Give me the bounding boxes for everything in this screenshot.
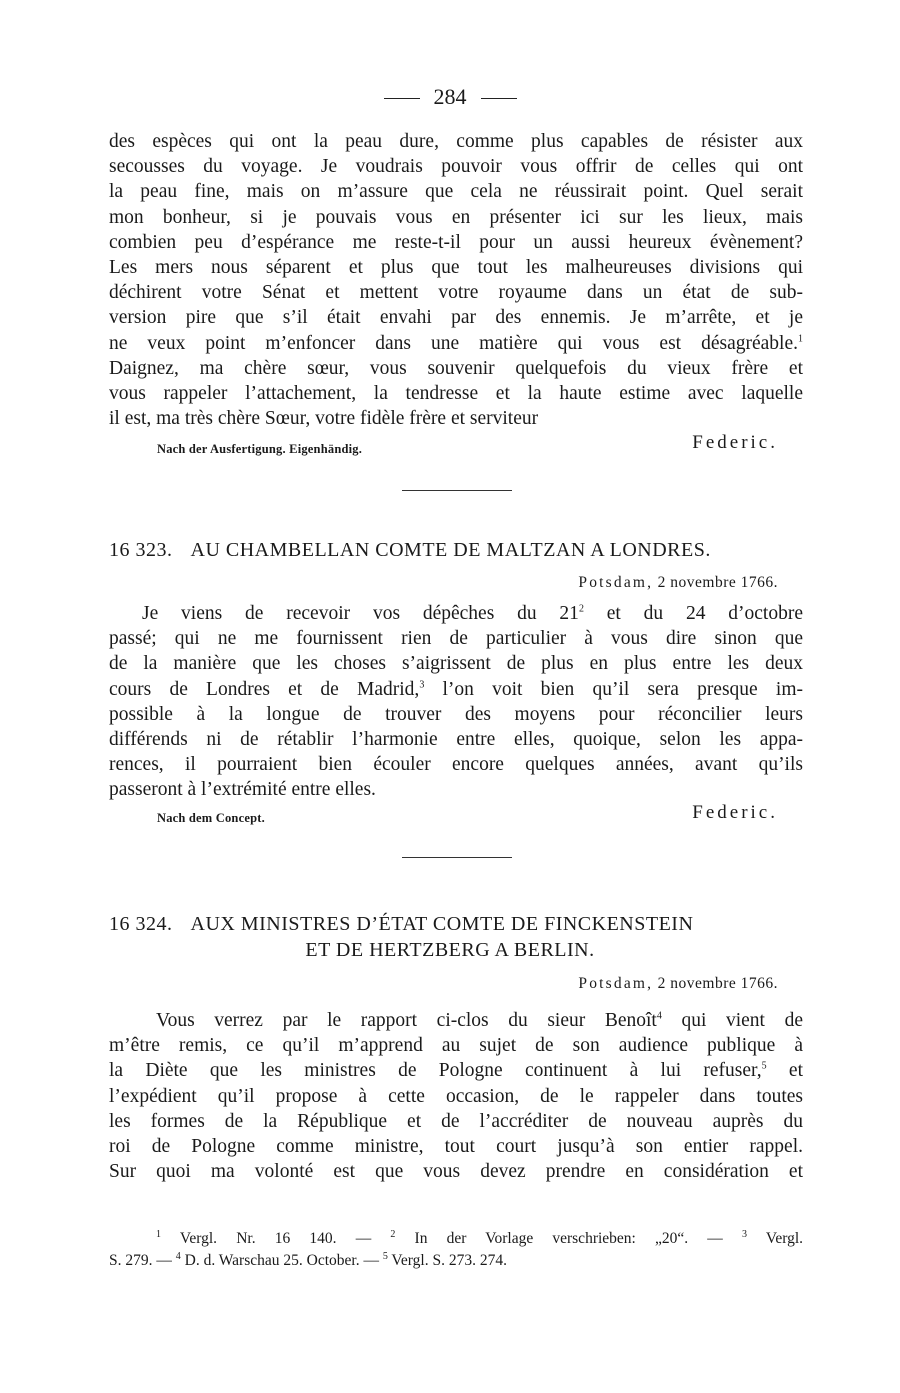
footnote-mark: 5 [382, 1250, 388, 1262]
text-line [109, 601, 803, 626]
text-line: vous rappeler l’attachement, la tendresse et la haute estime avec laquelle [109, 383, 803, 405]
text-segment: et du 24 d’octobre [583, 603, 803, 624]
footnote-text: D. d. Warschau 25. October. — [180, 1252, 379, 1269]
text-line: Daignez, ma chère sœur, vous souvenir quelquefois du vieux frère et [109, 357, 803, 379]
text-line: passeront à l’extrémité entre elles. [109, 779, 376, 801]
text-line: de la manière que les choses s’aigrissent de plus en plus entre les deux [109, 653, 803, 675]
footnote-mark: 4 [175, 1250, 181, 1262]
footnote-ref: 2 [578, 603, 584, 615]
signature: Federic. [692, 802, 778, 823]
letter-heading [109, 537, 803, 563]
text-line: l’expédient qu’il propose à cette occasion, de le rappeler dans toutes [109, 1085, 803, 1107]
text-segment: Vous verrez par le rapport ci-clos du sieur Benoît [156, 1010, 657, 1031]
text-segment: Je viens de recevoir vos dépêches du 21 [142, 603, 579, 624]
footnotes [109, 1228, 803, 1272]
signature: Federic. [692, 432, 778, 453]
text-segment: et [766, 1060, 804, 1082]
page-number-header [0, 84, 900, 110]
text-line: les formes de la République et de l’accréditer de nouveau auprès du [109, 1110, 803, 1132]
header-dash-left [384, 98, 420, 99]
footnote-ref: 1 [798, 333, 803, 345]
footnote-text: Vergl. [746, 1230, 804, 1247]
letter-number: 16 324. [109, 913, 173, 935]
letter-title: AU CHAMBELLAN COMTE DE MALTZAN A LONDRES. [190, 539, 711, 561]
text-line: Les mers nous séparent et plus que tout les malheureuses divisions qui [109, 257, 803, 279]
text-segment: ne veux point m’enfoncer dans une matière qui vous est désagréable. [109, 332, 798, 354]
section-divider [402, 857, 512, 858]
letter-3-body [109, 1008, 803, 1184]
text-line: Sur quoi ma volonté est que vous devez prendre en considération et [109, 1161, 803, 1183]
letter-number: 16 323. [109, 539, 173, 561]
text-line: rences, il pourraient bien écouler encore quelques années, avant qu’ils [109, 754, 803, 776]
dateline [500, 975, 778, 993]
footnote-line [109, 1250, 803, 1272]
text-segment: la Diète que les ministres de Pologne continuent à lui refuser, [109, 1060, 762, 1082]
letter-heading [109, 911, 803, 937]
text-segment: qui vient de [661, 1010, 803, 1031]
dateline [500, 574, 778, 592]
date-place: Potsdam, [578, 975, 654, 992]
text-line: déchirent votre Sénat et mettent votre royaume dans un état de sub- [109, 282, 803, 304]
footnote-ref: 5 [761, 1060, 767, 1072]
header-dash-right [481, 98, 517, 99]
text-line [109, 331, 803, 356]
source-note: Nach dem Concept. [157, 811, 265, 825]
footnote-text: Vergl. Nr. 16 140. — [161, 1230, 372, 1247]
footnote-mark: 1 [156, 1228, 161, 1240]
text-line: possible à la longue de trouver des moyens pour réconcilier leurs [109, 703, 803, 725]
text-line: différends ni de rétablir l’harmonie entre elles, quoique, selon les appa- [109, 729, 803, 751]
footnote-mark: 2 [390, 1228, 396, 1240]
text-line: la peau fine, mais on m’assure que cela ne réussirait point. Quel serait [109, 181, 803, 203]
section-divider [402, 490, 512, 491]
footnote-line [109, 1228, 803, 1250]
page-number: 284 [433, 84, 467, 109]
text-line: il est, ma très chère Sœur, votre fidèle frère et serviteur [109, 408, 539, 430]
text-line: version pire que s’il était envahi par des ennemis. Je m’arrête, et je [109, 307, 803, 329]
footnote-ref: 3 [419, 679, 425, 691]
text-line [109, 1058, 803, 1083]
text-segment: cours de Londres et de Madrid, [109, 678, 420, 700]
text-line: combien peu d’espérance me reste-t-il pour un aussi heureux évènement? [109, 231, 803, 253]
text-line: secousses du voyage. Je voudrais pouvoir vous offrir de celles qui ont [109, 156, 803, 178]
text-line: roi de Pologne comme ministre, tout court jusqu’à son entier rappel. [109, 1136, 803, 1158]
text-line [109, 677, 803, 702]
letter-1-body [109, 129, 803, 431]
text-line [109, 1008, 803, 1033]
footnote-text: Vergl. S. 273. 274. [387, 1252, 507, 1269]
text-line: mon bonheur, si je pouvais vous en présenter ici sur les lieux, mais [109, 206, 803, 228]
footnote-text: In der Vorlage verschrieben: „20“. — [395, 1230, 723, 1247]
text-line: m’être remis, ce qu’il m’apprend au sujet de son audience publique à [109, 1035, 803, 1057]
footnote-ref: 4 [656, 1010, 662, 1022]
letter-2-body [109, 601, 803, 803]
letter-title-continued: ET DE HERTZBERG A BERLIN. [305, 939, 595, 961]
footnote-text: S. 279. — [109, 1252, 172, 1269]
date-place: Potsdam, [578, 574, 654, 591]
date-text: 2 novembre 1766. [657, 975, 778, 992]
text-segment: l’on voit bien qu’il sera presque im- [424, 678, 803, 700]
date-text: 2 novembre 1766. [657, 574, 778, 591]
source-note: Nach der Ausfertigung. Eigenhändig. [157, 442, 363, 456]
text-line: des espèces qui ont la peau dure, comme plus capables de résister aux [109, 131, 803, 152]
footnote-mark: 3 [741, 1228, 747, 1240]
letter-title: AUX MINISTRES D’ÉTAT COMTE DE FINCKENSTEIN [190, 913, 694, 935]
text-line: passé; qui ne me fournissent rien de particulier à vous dire sinon que [109, 628, 803, 650]
